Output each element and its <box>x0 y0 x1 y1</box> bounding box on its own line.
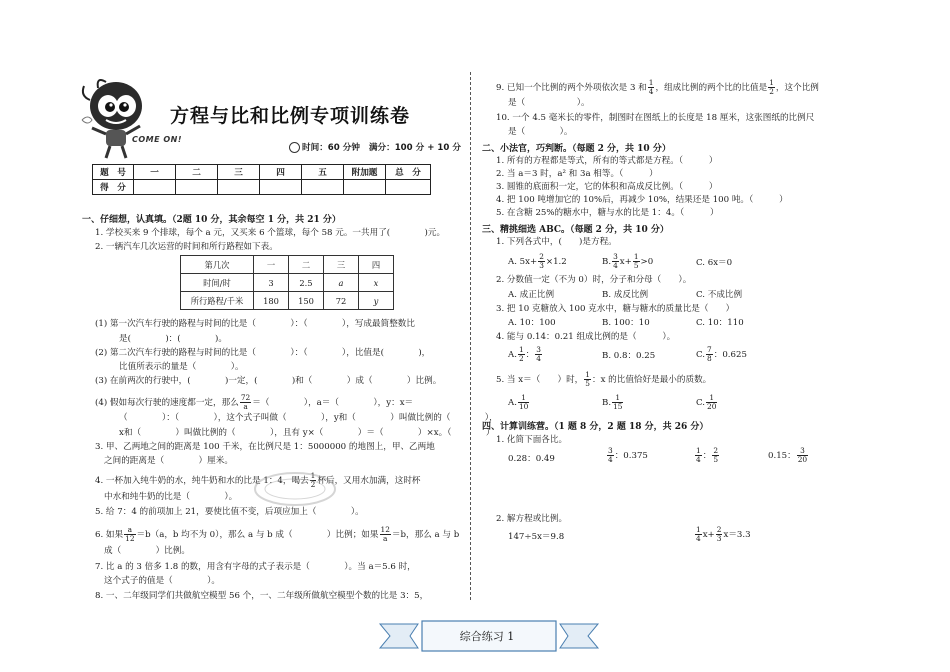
text-run: A. <box>508 350 517 360</box>
text-run: 6. 如果 <box>95 530 124 540</box>
score-table-cell: 五 <box>302 165 344 180</box>
question-1-9b: 是（ ）。 <box>508 98 590 108</box>
fraction <box>648 79 655 96</box>
trip-cell: 第几次 <box>181 256 254 274</box>
text-run: ，这个比例 <box>775 83 819 93</box>
question-1-5: 5. 给 7：4 的前项加上 21，要使比值不变，后项应加上（ ）。 <box>95 507 364 517</box>
text-run: 4. 一杯加入纯牛奶的水，纯牛奶和水的比是 1：4，喝去 <box>95 476 309 486</box>
choice-q5-option-a[interactable] <box>508 394 530 411</box>
choice-q3-option-c[interactable]: C. 10：110 <box>696 318 744 328</box>
fraction-denominator: a <box>383 534 388 543</box>
score-input-cell[interactable] <box>302 180 344 195</box>
trip-cell: x <box>359 274 394 292</box>
page-title: 方程与比和比例专项训练卷 <box>170 105 411 127</box>
fraction <box>584 371 591 388</box>
fraction-denominator: 15 <box>613 402 623 411</box>
trip-cell: 3 <box>254 274 289 292</box>
choice-q2-option-a[interactable]: A. 成正比例 <box>508 290 555 300</box>
fraction-denominator: 5 <box>633 261 639 270</box>
trip-cell: 二 <box>289 256 324 274</box>
text-run: ＝b，那么 a 与 b <box>391 530 460 540</box>
fraction-denominator: 5 <box>585 379 590 388</box>
choice-q4: 4. 能与 0.14：0.21 组成比例的是（ ）。 <box>496 332 676 342</box>
judge-item-5: 5. 在含糖 25%的糖水中，糖与水的比是 1：4。（ ） <box>496 208 719 218</box>
fraction-numerator: 2 <box>713 446 719 455</box>
fraction-denominator: 4 <box>608 455 613 464</box>
section-2-heading: 二、小法官，巧判断。（每题 2 分，共 10 分） <box>482 144 671 154</box>
text-run: 0.15： <box>768 451 796 461</box>
fraction-denominator: 10 <box>518 402 529 411</box>
come-on-text: COME ON! <box>132 135 183 144</box>
fraction-numerator: 1 <box>696 446 701 455</box>
score-table-cell: 附加题 <box>344 165 386 180</box>
fraction-numerator: 2 <box>716 525 722 534</box>
score-input-cell[interactable] <box>134 180 176 195</box>
choice-q2-option-b[interactable]: B. 成反比例 <box>602 290 649 300</box>
fraction-numerator: 1 <box>518 345 524 354</box>
fraction-numerator: 1 <box>769 78 774 87</box>
fraction-numerator: 3 <box>797 447 808 456</box>
score-table <box>92 164 431 195</box>
exam-meta <box>289 141 461 153</box>
choice-q1-option-a[interactable] <box>508 253 567 270</box>
fraction-denominator: 2 <box>518 354 524 363</box>
choice-q4-option-b[interactable]: B. 0.8：0.25 <box>602 351 656 361</box>
text-run: A. <box>508 398 517 408</box>
judge-item-1: 1. 所有的方程都是等式，所有的等式都是方程。（ ） <box>496 156 718 166</box>
text-run: C. <box>696 350 706 360</box>
fraction-numerator: 1 <box>612 394 623 403</box>
text-run: x＝3.3 <box>723 530 751 540</box>
fraction <box>612 394 623 411</box>
fraction <box>124 526 135 543</box>
score-table-cell: 二 <box>176 165 218 180</box>
text-run: x+ <box>702 530 715 540</box>
fraction-denominator: 4 <box>648 87 654 96</box>
fraction-numerator: 12 <box>380 525 390 534</box>
score-table-cell: 三 <box>218 165 260 180</box>
fraction-denominator: 4 <box>696 455 701 464</box>
fraction-numerator: 1 <box>585 370 590 379</box>
calc-q1: 1. 化简下面各比。 <box>496 435 568 445</box>
score-table-cell: 四 <box>260 165 302 180</box>
choice-q3: 3. 把 10 克糖放入 100 克水中，糖与糖水的质量比是（ ） <box>496 304 735 314</box>
choice-q3-option-a[interactable]: A. 10：100 <box>508 318 556 328</box>
fraction-denominator: 4 <box>536 354 541 363</box>
fraction <box>706 394 717 411</box>
question-1-2-3: (3) 在前两次的行驶中，( )一定，( )和（ ）成（ ）比例。 <box>95 376 442 386</box>
fraction-denominator: 4 <box>613 261 618 270</box>
question-1-3b: 之间的距离是（ ）厘米。 <box>104 456 233 466</box>
fraction-numerator: 72 <box>240 393 251 402</box>
question-1-2-2b: 比值所表示的量是（ ）。 <box>119 362 244 372</box>
choice-q4-option-c[interactable] <box>696 346 747 363</box>
section-1-heading: 一、仔细想，认真填。（2题 10 分，其余每空 1 分，共 21 分） <box>82 215 341 225</box>
trip-cell: 四 <box>359 256 394 274</box>
score-table-cell: 题 号 <box>93 165 134 180</box>
choice-q5 <box>496 371 711 388</box>
publisher-watermark <box>250 470 340 508</box>
calc-ratio-3 <box>694 447 720 464</box>
text-run: ：0.625 <box>713 350 747 360</box>
fraction-numerator: 1 <box>696 525 701 534</box>
score-table-cell: 得 分 <box>93 180 134 195</box>
question-1-1: 1. 学校买来 9 个排球，每个 a 元，又买来 6 个篮球，每个 58 元。一共用了( )元。 <box>95 228 446 238</box>
question-1-10a: 10. 一个 4.5 毫米长的零件，制图时在图纸上的长度是 18 厘米，这张图纸的比例尺 <box>496 113 815 123</box>
calc-ratio-4 <box>768 447 809 464</box>
trip-cell: a <box>324 274 359 292</box>
fraction-denominator: 8 <box>707 354 712 363</box>
fraction-denominator: 12 <box>125 534 135 543</box>
fraction-denominator: 3 <box>716 534 722 543</box>
text-run: ＝（ ），a＝（ ），y：x＝ <box>252 398 414 408</box>
judge-item-2: 2. 当 a＝3 时，a² 和 3a 相等。（ ） <box>496 169 658 179</box>
fraction-denominator: 2 <box>310 480 316 489</box>
section-3-heading: 三、精挑细选 ABC。（每题 2 分，共 10 分） <box>482 225 669 235</box>
choice-q2-option-c[interactable]: C. 不成比例 <box>696 290 743 300</box>
question-1-2-4b: （ ）：（ ），这个式子叫做（ ），y和（ ）叫做比例的（ ）， <box>119 413 498 423</box>
exam-time: 时间：60 分钟 <box>302 143 360 153</box>
question-1-7a: 7. 比 a 的 3 倍多 1.8 的数，用含有字母的式子表示是（ ）。当 a＝5.6 时， <box>95 562 416 572</box>
fraction-numerator: 2 <box>539 252 544 261</box>
text-run: ：0.375 <box>614 451 648 461</box>
question-1-6b: 成（ ）比例。 <box>104 546 190 556</box>
choice-q1-option-b[interactable] <box>602 253 653 270</box>
score-input-cell[interactable] <box>344 180 386 195</box>
text-run: >0 <box>640 257 654 267</box>
choice-q1-option-c[interactable]: C. 6x＝0 <box>696 258 733 268</box>
trip-cell: 150 <box>289 292 324 310</box>
fraction-numerator: a <box>124 526 135 535</box>
choice-q2: 2. 分数值一定（不为 0）时，分子和分母（ ）。 <box>496 275 692 285</box>
trip-table <box>180 255 394 310</box>
text-run: A. 5x+ <box>508 257 538 267</box>
question-1-2-1b: 是( )：( )。 <box>119 334 227 344</box>
calc-ratio-1: 0.28：0.49 <box>508 454 555 464</box>
fraction <box>518 394 529 411</box>
text-run: ：x 的比值恰好是最小的质数。 <box>591 375 712 385</box>
question-1-2-4a <box>95 394 413 411</box>
question-1-9a <box>496 79 819 96</box>
fraction-numerator: 1 <box>518 394 529 403</box>
text-run: 杯后，又用水加满，这时杯 <box>317 476 421 486</box>
trip-cell: 72 <box>324 292 359 310</box>
trip-cell: 2.5 <box>289 274 324 292</box>
fraction-numerator: 3 <box>608 446 613 455</box>
fraction <box>768 79 775 96</box>
text-run: ： <box>702 451 712 461</box>
text-run: ，组成比例的两个比的比值是 <box>655 83 768 93</box>
section-4-heading: 四、计算训练营。（1 题 8 分，2 题 18 分，共 26 分） <box>482 422 709 432</box>
clock-icon <box>289 142 300 153</box>
fraction <box>695 526 702 543</box>
fraction-numerator: 7 <box>707 345 712 354</box>
fraction <box>518 346 525 363</box>
fraction-numerator: 3 <box>613 252 618 261</box>
fraction <box>716 526 723 543</box>
fraction <box>797 447 808 464</box>
trip-table-header <box>181 256 394 274</box>
score-input-cell[interactable] <box>218 180 260 195</box>
trip-cell: 180 <box>254 292 289 310</box>
fraction-denominator: a <box>243 402 248 411</box>
choice-q4-option-a[interactable] <box>508 346 543 363</box>
score-table-cell: 一 <box>134 165 176 180</box>
question-1-7b: 这个式子的值是（ ）。 <box>104 576 221 586</box>
trip-table-row <box>181 274 394 292</box>
score-table-score-row <box>93 180 431 195</box>
calc-equation-2 <box>694 526 751 543</box>
choice-q1: 1. 下列各式中，( )是方程。 <box>496 237 617 247</box>
question-1-2-4c: x和（ ）叫做比例的（ ），且有 y×（ ）＝（ ）×x。（ ） <box>119 428 495 438</box>
question-1-10b: 是（ ）。 <box>508 127 573 137</box>
fraction-numerator: 3 <box>536 345 541 354</box>
score-input-cell[interactable] <box>260 180 302 195</box>
choice-q5-option-c[interactable] <box>696 394 718 411</box>
fraction <box>538 253 545 270</box>
fraction-denominator: 2 <box>769 87 774 96</box>
question-1-3a: 3. 甲、乙两地之间的距离是 100 千米，在比例尺是 1：5000000 的地图上，甲、乙两地 <box>95 442 435 452</box>
footer-label: 综合练习 1 <box>459 630 515 643</box>
text-run: B. <box>602 257 612 267</box>
judge-item-3: 3. 圆锥的底面积一定，它的体积和高成反比例。（ ） <box>496 182 718 192</box>
text-run: B. <box>602 398 612 408</box>
calc-equation-1: 147÷5x＝9.8 <box>508 532 565 542</box>
fraction-denominator: 3 <box>539 261 544 270</box>
trip-cell: 一 <box>254 256 289 274</box>
question-1-2-1a: (1) 第一次汽车行驶的路程与时间的比是（ ）：（ ），写成最简整数比 <box>95 319 415 329</box>
text-run: 9. 已知一个比例的两个外项依次是 3 和 <box>496 83 647 93</box>
fraction <box>712 447 719 464</box>
fraction-numerator: 1 <box>633 252 639 261</box>
question-1-6a <box>95 526 459 543</box>
fraction <box>695 447 702 464</box>
fraction <box>607 447 614 464</box>
fraction <box>535 346 542 363</box>
trip-table-row <box>181 292 394 310</box>
fraction <box>633 253 640 270</box>
trip-cell: 所行路程/千米 <box>181 292 254 310</box>
question-1-2: 2. 一辆汽车几次运营的时间和所行路程如下表。 <box>95 242 278 252</box>
trip-cell: 时间/时 <box>181 274 254 292</box>
text-run: ＝b（a，b 均不为 0），那么 a 与 b 成（ ）比例；如果 <box>136 530 379 540</box>
text-run: 5. 当 x＝（ ）时， <box>496 375 584 385</box>
score-input-cell[interactable] <box>386 180 431 195</box>
fraction <box>706 346 713 363</box>
trip-cell: 三 <box>324 256 359 274</box>
fraction <box>240 394 251 411</box>
score-table-header-row <box>93 165 431 180</box>
calc-ratio-2 <box>606 447 648 464</box>
question-1-8: 8. 一、二年级同学们共做航空模型 56 个，一、二年级所做航空模型个数的比是 3：5， <box>95 591 429 601</box>
choice-q3-option-b[interactable]: B. 100：10 <box>602 318 650 328</box>
fraction-denominator: 4 <box>696 534 701 543</box>
trip-cell: y <box>359 292 394 310</box>
text-run: x+ <box>619 257 632 267</box>
fraction-denominator: 5 <box>713 455 719 464</box>
choice-q5-option-b[interactable] <box>602 394 624 411</box>
fraction-numerator: 1 <box>310 471 316 480</box>
text-run: C. <box>696 398 706 408</box>
fraction-numerator: 1 <box>706 394 717 403</box>
score-table-cell: 总 分 <box>386 165 431 180</box>
fraction-denominator: 20 <box>707 402 717 411</box>
text-run: ×1.2 <box>545 257 567 267</box>
fraction-numerator: 1 <box>648 78 654 87</box>
text-run: (4) 假如每次行驶的速度都一定，那么 <box>95 398 239 408</box>
calc-q2: 2. 解方程或比例。 <box>496 514 568 524</box>
fraction-denominator: 20 <box>797 455 808 464</box>
question-1-4b: 中水和纯牛奶的比是（ ）。 <box>104 492 238 502</box>
mascot-illustration <box>78 74 158 162</box>
judge-item-4: 4. 把 100 吨增加它的 10%后，再减少 10%，结果还是 100 吨。（ ） <box>496 195 788 205</box>
fraction <box>612 253 619 270</box>
text-run: ： <box>525 350 535 360</box>
question-1-2-2a: (2) 第二次汽车行驶的路程与时间的比是（ ）：（ ），比值是( )， <box>95 348 431 358</box>
score-input-cell[interactable] <box>176 180 218 195</box>
exam-score: 满分：100 分 + 10 分 <box>368 143 461 153</box>
column-divider <box>470 72 471 600</box>
fraction <box>380 526 391 543</box>
